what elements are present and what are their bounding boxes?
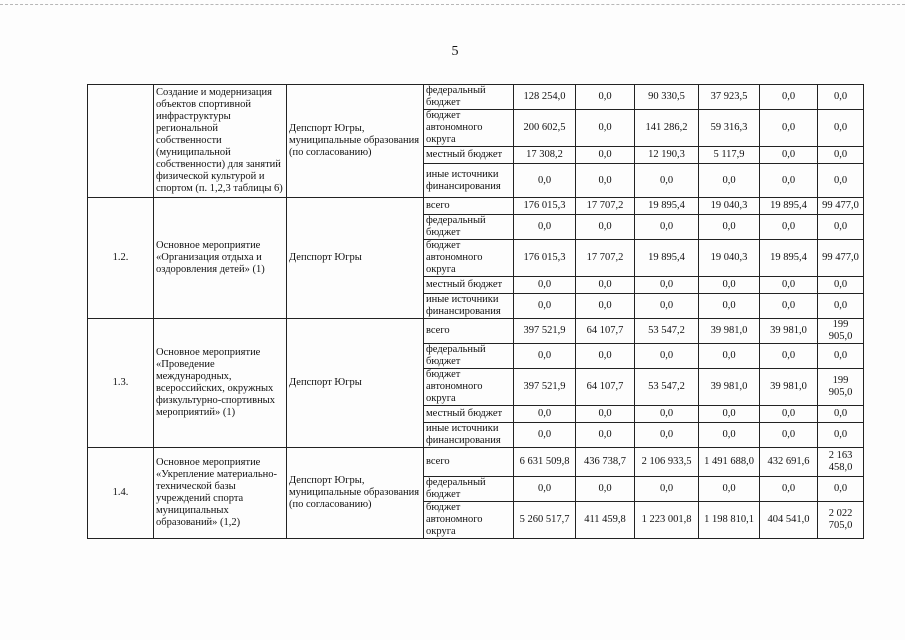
amount-cell: 0,0 [635,344,699,369]
amount-cell: 0,0 [760,147,818,164]
amount-cell: 0,0 [635,215,699,240]
funding-source: местный бюджет [424,277,514,294]
amount-cell: 0,0 [699,344,760,369]
amount-cell: 2 163 458,0 [818,448,864,477]
amount-cell: 19 040,3 [699,198,760,215]
amount-cell: 0,0 [760,423,818,448]
amount-cell: 0,0 [576,110,635,147]
measure-name: Основное мероприятие «Укрепление материально-технической базы учреждений спорта муниципальных образований» (1,2) [154,448,287,539]
amount-cell: 0,0 [760,294,818,319]
amount-cell: 0,0 [818,477,864,502]
amount-cell: 17 707,2 [576,240,635,277]
amount-cell: 2 106 933,5 [635,448,699,477]
amount-cell: 53 547,2 [635,369,699,406]
amount-cell: 0,0 [576,406,635,423]
funding-source: всего [424,198,514,215]
amount-cell: 64 107,7 [576,369,635,406]
amount-cell: 39 981,0 [699,369,760,406]
amount-cell: 0,0 [760,477,818,502]
amount-cell: 2 022 705,0 [818,502,864,539]
amount-cell: 128 254,0 [514,85,576,110]
amount-cell: 0,0 [699,406,760,423]
amount-cell: 0,0 [760,164,818,198]
amount-cell: 0,0 [699,294,760,319]
amount-cell: 397 521,9 [514,369,576,406]
measure-number: 1.3. [88,319,154,448]
amount-cell: 0,0 [699,215,760,240]
funding-source: иные источники финансирования [424,423,514,448]
amount-cell: 19 895,4 [760,198,818,215]
amount-cell: 0,0 [576,294,635,319]
funding-source: бюджет автономного округа [424,110,514,147]
amount-cell: 411 459,8 [576,502,635,539]
funding-source: всего [424,448,514,477]
table-row [88,85,864,110]
funding-source: местный бюджет [424,406,514,423]
amount-cell: 0,0 [699,477,760,502]
amount-cell: 404 541,0 [760,502,818,539]
amount-cell: 200 602,5 [514,110,576,147]
amount-cell: 1 198 810,1 [699,502,760,539]
amount-cell: 0,0 [576,344,635,369]
executor: Депспорт Югры, муниципальные образования (по согласованию) [287,448,424,539]
amount-cell: 0,0 [514,164,576,198]
amount-cell: 0,0 [760,85,818,110]
amount-cell: 141 286,2 [635,110,699,147]
amount-cell: 199 905,0 [818,319,864,344]
amount-cell: 17 308,2 [514,147,576,164]
amount-cell: 436 738,7 [576,448,635,477]
amount-cell: 19 895,4 [635,198,699,215]
amount-cell: 39 981,0 [760,319,818,344]
amount-cell: 397 521,9 [514,319,576,344]
amount-cell: 0,0 [818,215,864,240]
table-row [88,448,864,477]
executor: Депспорт Югры, муниципальные образования (по согласованию) [287,85,424,198]
amount-cell: 0,0 [576,215,635,240]
amount-cell: 12 190,3 [635,147,699,164]
scan-edge-line [0,4,905,5]
amount-cell: 0,0 [818,344,864,369]
amount-cell: 0,0 [635,477,699,502]
amount-cell: 0,0 [818,110,864,147]
funding-source: всего [424,319,514,344]
amount-cell: 0,0 [576,277,635,294]
table-row [88,198,864,215]
amount-cell: 176 015,3 [514,198,576,215]
measure-name: Основное мероприятие «Проведение международных, всероссийских, окружных физкультурно-спортивных мероприятий» (1) [154,319,287,448]
amount-cell: 99 477,0 [818,240,864,277]
amount-cell: 0,0 [576,477,635,502]
amount-cell: 0,0 [818,277,864,294]
amount-cell: 5 117,9 [699,147,760,164]
amount-cell: 39 981,0 [760,369,818,406]
amount-cell: 0,0 [576,85,635,110]
funding-source: федеральный бюджет [424,85,514,110]
amount-cell: 0,0 [635,406,699,423]
amount-cell: 6 631 509,8 [514,448,576,477]
amount-cell: 99 477,0 [818,198,864,215]
amount-cell: 0,0 [635,423,699,448]
amount-cell: 5 260 517,7 [514,502,576,539]
amount-cell: 59 316,3 [699,110,760,147]
amount-cell: 37 923,5 [699,85,760,110]
amount-cell: 0,0 [576,423,635,448]
amount-cell: 0,0 [514,406,576,423]
amount-cell: 0,0 [514,423,576,448]
amount-cell: 0,0 [760,344,818,369]
amount-cell: 0,0 [576,147,635,164]
amount-cell: 0,0 [699,277,760,294]
amount-cell: 0,0 [514,277,576,294]
amount-cell: 0,0 [635,164,699,198]
amount-cell: 0,0 [818,85,864,110]
funding-source: местный бюджет [424,147,514,164]
amount-cell: 39 981,0 [699,319,760,344]
financing-table [87,84,864,539]
amount-cell: 0,0 [818,294,864,319]
funding-source: федеральный бюджет [424,477,514,502]
funding-source: федеральный бюджет [424,215,514,240]
funding-source: бюджет автономного округа [424,502,514,539]
measure-name: Основное мероприятие «Организация отдыха и оздоровления детей» (1) [154,198,287,319]
amount-cell: 199 905,0 [818,369,864,406]
amount-cell: 17 707,2 [576,198,635,215]
measure-name: Создание и модернизация объектов спортивной инфраструктуры региональной собственности (муниципальной собственности) для занятий физической культурой и спортом (п. 1,2,3 таблицы 6) [154,85,287,198]
amount-cell: 90 330,5 [635,85,699,110]
amount-cell: 0,0 [514,344,576,369]
amount-cell: 19 895,4 [635,240,699,277]
funding-source: федеральный бюджет [424,344,514,369]
amount-cell: 0,0 [818,423,864,448]
amount-cell: 0,0 [760,215,818,240]
funding-source: бюджет автономного округа [424,369,514,406]
amount-cell: 0,0 [514,477,576,502]
amount-cell: 0,0 [760,277,818,294]
amount-cell: 0,0 [635,294,699,319]
amount-cell: 1 491 688,0 [699,448,760,477]
amount-cell: 64 107,7 [576,319,635,344]
measure-number: 1.2. [88,198,154,319]
table-row [88,319,864,344]
amount-cell: 0,0 [635,277,699,294]
amount-cell: 0,0 [818,164,864,198]
funding-source: иные источники финансирования [424,294,514,319]
amount-cell: 0,0 [818,147,864,164]
amount-cell: 432 691,6 [760,448,818,477]
amount-cell: 19 895,4 [760,240,818,277]
amount-cell: 1 223 001,8 [635,502,699,539]
executor: Депспорт Югры [287,198,424,319]
amount-cell: 0,0 [699,164,760,198]
amount-cell: 0,0 [760,110,818,147]
amount-cell: 176 015,3 [514,240,576,277]
amount-cell: 53 547,2 [635,319,699,344]
amount-cell: 0,0 [699,423,760,448]
measure-number: 1.4. [88,448,154,539]
amount-cell: 0,0 [576,164,635,198]
funding-source: иные источники финансирования [424,164,514,198]
page-number: 5 [451,44,459,59]
amount-cell: 0,0 [760,406,818,423]
amount-cell: 0,0 [514,294,576,319]
amount-cell: 0,0 [818,406,864,423]
amount-cell: 0,0 [514,215,576,240]
measure-number [88,85,154,198]
amount-cell: 19 040,3 [699,240,760,277]
funding-source: бюджет автономного округа [424,240,514,277]
executor: Депспорт Югры [287,319,424,448]
